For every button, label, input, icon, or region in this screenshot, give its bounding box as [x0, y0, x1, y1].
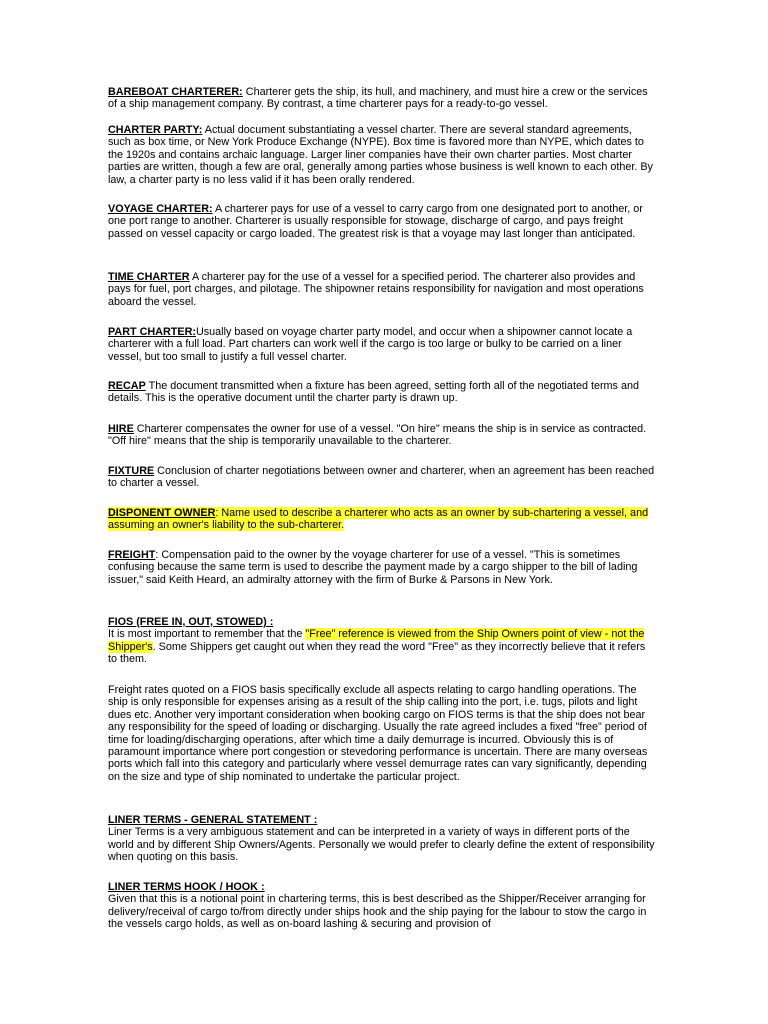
term-heading: TIME CHARTER — [108, 271, 190, 283]
term-definition: Charterer compensates the owner for use of a vessel. "On hire" means the ship is in service as contracted. "Off hire" means that the ship is temporarily unavailable to the charterer. — [108, 423, 647, 448]
term-heading: RECAP — [108, 380, 146, 392]
entry-liner-terms-hook — [108, 881, 656, 931]
paragraph: Freight rates quoted on a FIOS basis specifically exclude all aspects relating to cargo handling operations. The ship is only responsible for expenses arising as a result of the ship calling into the port, i.e. tugs, pilots and light dues etc. Another very important consideration when booking cargo on FIOS terms is that the ship does not bear any responsibility for the speed of loading or discharging. Usually the rate agreed includes a fixed "free" period of time for loading/discharging operations, after which time a daily demurrage is incurred. Obviously this is of paramount importance where port congestion or stevedoring performance is uncertain. There are many overseas ports which fall into this category and particularly where vessel demurrage rates can vary significantly, depending on the size and type of ship nominated to undertake the particular project. — [108, 684, 648, 783]
term-definition: : Compensation paid to the owner by the voyage charterer for use of a vessel. "This is sometimes confusing because the same term is used to describe the payment made by a cargo shipper to the bill of lading issuer," said Keith Heard, an admiralty attorney with the firm of Burke & Parsons in New York. — [108, 549, 638, 586]
term-definition: Given that this is a notional point in chartering terms, this is best described as the Shipper/Receiver arranging for delivery/receival of cargo to/from directly under ships hook and the ship paying for the labour to stow the cargo in the vessels cargo holds, as well as on-board lashing & securing and provision of — [108, 893, 647, 931]
term-heading: CHARTER PARTY: — [108, 124, 203, 136]
entry-freight — [108, 549, 656, 586]
term-heading: VOYAGE CHARTER: — [108, 203, 213, 215]
highlighted-text — [108, 507, 648, 531]
term-definition: A charterer pay for the use of a vessel for a specified period. The charterer also provides and pays for fuel, port charges, and pilotage. The shipowner retains responsibility for navigation and most operations aboard the vessel. — [108, 271, 644, 308]
term-definition: The document transmitted when a fixture has been agreed, setting forth all of the negotiated terms and details. This is the operative document until the charter party is drawn up. — [108, 380, 639, 405]
entry-bareboat-charterer — [108, 86, 656, 111]
term-heading: HIRE — [108, 423, 134, 435]
entry-liner-terms-general — [108, 814, 656, 864]
term-definition: Charterer gets the ship, its hull, and machinery, and must hire a crew or the services of a ship management company. By contrast, a time charterer pays for a ready-to-go vessel. — [108, 86, 648, 111]
term-definition: : Name used to describe a charterer who acts as an owner by sub-chartering a vessel, and assuming an owner's liability to the sub-charterer. — [108, 507, 649, 532]
term-heading: FIOS (FREE IN, OUT, STOWED) : — [108, 616, 274, 628]
term-heading: DISPONENT OWNER — [108, 507, 216, 519]
term-heading: FIXTURE — [108, 465, 155, 477]
term-heading: BAREBOAT CHARTERER: — [108, 86, 243, 98]
term-definition: Usually based on voyage charter party model, and occur when a shipowner cannot locate a charterer with a full load. Part charters can work well if the cargo is too large or bulky to be carried on a liner vessel, but too small to justify a full vessel charter. — [108, 326, 633, 363]
term-definition: Actual document substantiating a vessel charter. There are several standard agreements, such as box time, or New York Produce Exchange (NYPE). Box time is favored more than NYPE, which dates to the 1920s and contains archaic language. Larger liner companies have their own charter parties. Most charter parties are written, though a few are oral, generally among parties whose business is well known to each other. By law, a charter party is no less valid if it has been orally rendered. — [108, 124, 653, 186]
entry-fios — [108, 616, 656, 666]
highlighted-text: "Free" reference is viewed from the Ship Owners point of view - not the Shipper's — [108, 628, 645, 653]
entry-voyage-charter — [108, 203, 656, 240]
entry-part-charter — [108, 326, 656, 363]
term-definition: Liner Terms is a very ambiguous statement and can be interpreted in a variety of ways in different ports of the world and by different Ship Owners/Agents. Personally we would prefer to clearly define the extent of responsibility when quoting on this basis. — [108, 826, 655, 864]
term-definition: Conclusion of charter negotiations between owner and charterer, when an agreement has been reached to charter a vessel. — [108, 465, 655, 490]
term-definition: A charterer pays for use of a vessel to carry cargo from one designated port to another, or one port range to another. Charterer is usually responsible for stowage, discharge of cargo, and pays freight passed on vessel capacity or cargo loaded. The greatest risk is that a voyage may last longer than anticipated. — [108, 203, 643, 240]
term-heading: FREIGHT — [108, 549, 156, 561]
entry-time-charter — [108, 271, 656, 308]
term-heading: PART CHARTER: — [108, 326, 196, 338]
entry-charter-party — [108, 124, 656, 186]
entry-fios-freight-rates — [108, 684, 656, 783]
term-heading: LINER TERMS HOOK / HOOK : — [108, 881, 265, 893]
term-definition-continued: . Some Shippers get caught out when they read the word "Free" as they incorrectly believe that it refers to them. — [108, 640, 646, 666]
entry-disponent-owner — [108, 507, 656, 532]
entry-hire — [108, 423, 656, 448]
term-definition: It is most important to remember that the — [108, 628, 306, 641]
entry-fixture — [108, 465, 656, 490]
term-heading: LINER TERMS - GENERAL STATEMENT : — [108, 814, 318, 826]
entry-recap — [108, 380, 656, 405]
